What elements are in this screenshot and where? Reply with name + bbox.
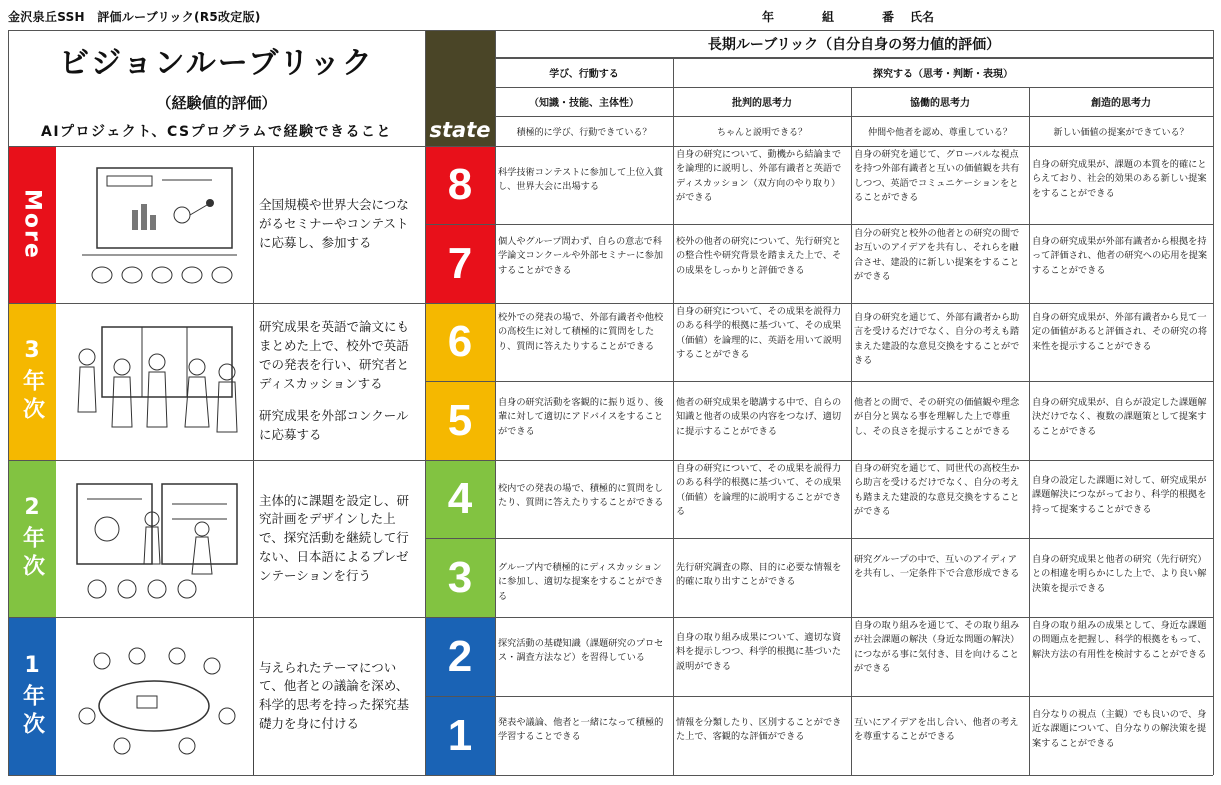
rubric-cell: 研究グループの中で、互いのアイディアを共有し、一定条件下で合意形成できる	[854, 554, 1020, 580]
rubric-cell: 科学技術コンテストに参加して上位入賞し、世界大会に出場する	[498, 167, 664, 193]
illustration-discussion	[56, 303, 254, 460]
illustration-presentation-screen	[56, 146, 254, 303]
band-label-2nd-year: 2年次	[8, 460, 56, 617]
state-number-8: 8	[425, 146, 495, 224]
grid-line	[495, 58, 1213, 59]
grid-line	[425, 224, 1213, 225]
vision-description: 与えられたテーマについて、他者との議論を深め、科学的思考を持った探究基礎力を身に付ける	[259, 659, 410, 731]
vision-description: 全国規模や世界大会につながるセミナーやコンテストに応募し、参加する	[259, 197, 409, 250]
band-label-1st-year: 1年次	[8, 617, 56, 775]
grid-line	[425, 381, 1213, 382]
grid-line	[851, 87, 852, 775]
vision-text-1st-year	[255, 617, 425, 775]
rubric-cell: 自身の取り組み成果について、適切な資料を提示しつつ、科学的根拠に基づいた説明ができる	[676, 632, 842, 672]
grid-line	[8, 775, 1213, 776]
rubric-cell: 自身の研究活動を客観的に振り返り、後輩に対して適切にアドバイスをすることができる	[498, 397, 664, 437]
rubric-cell: 自身の研究について、動機から結論までを論理的に説明し、外部有識者と英語でディスカッション（双方向のやり取り）ができる	[676, 149, 842, 203]
name-label: 氏名	[910, 10, 935, 24]
grid-line	[8, 460, 1213, 461]
rubric-cell: 自身の研究を通じて、グローバルな視点を持つ外部有識者と互いの価値観を共有しつつ、英語でコミュニケーションをとることができる	[854, 149, 1020, 203]
state-number-3: 3	[425, 539, 495, 617]
rubric-cell: 自身の研究成果が、課題の本質を的確にとらえており、社会的効果のある新しい提案をすることができる	[1032, 159, 1207, 199]
column-header-knowledge: （知識・技能、主体性）	[529, 98, 639, 109]
rubric-cell: 互いにアイデアを出し合い、他者の考えを尊重することができる	[854, 717, 1019, 743]
grid-line	[8, 303, 1213, 304]
grid-line	[425, 538, 1213, 539]
column-header-critical: 批判的思考力	[732, 98, 792, 109]
rubric-cell: 他者の研究成果を聴講する中で、自らの知識と他者の成果の内容をつなげ、適切に提示することができる	[676, 397, 842, 437]
rubric-cell: 自身の研究について、その成果を説得力のある科学的根拠に基づいて、その成果（価値）を論理的に説明することができる	[676, 463, 842, 517]
state-number-6: 6	[425, 303, 495, 381]
column-question-critical: ちゃんと説明できる？	[716, 127, 807, 138]
grid-line	[425, 30, 426, 775]
rubric-cell: 他者との間で、その研究の価値観や理念が自分と異なる事を理解した上で尊重し、その良さを提示することができる	[854, 397, 1020, 437]
long-term-rubric-title: 長期ルーブリック（自分自身の努力値的評価）	[495, 30, 1213, 58]
grid-line	[8, 30, 9, 775]
column-header-collaborative: 協働的思考力	[910, 98, 970, 109]
rubric-cell: 自身の研究について、その成果を説得力のある科学的根拠に基づいて、その成果（価値）を論理的に、英語を用いて説明することができる	[676, 306, 842, 360]
rubric-cell: 情報を分類したり、区別することができた上で、客観的な評価ができる	[676, 717, 842, 743]
rubric-cell: 自身の研究成果が、外部有識者から見て一定の価値があると評価され、その研究の将来性を提示することができる	[1032, 312, 1208, 352]
rubric-cell: 探究活動の基礎知識（課題研究のプロセス・調査方法など）を習得している	[498, 638, 664, 664]
state-number-7: 7	[425, 225, 495, 303]
grid-line	[8, 617, 1213, 618]
rubric-cell: 自分の研究と校外の他者との研究の間でお互いのアイデアを共有し、それらを融合させ、建設的に新しい提案をすることができる	[854, 228, 1020, 282]
state-header: state	[425, 30, 495, 146]
group-inquiry: 探究する（思考・判断・表現）	[873, 69, 1013, 80]
state-number-4: 4	[425, 460, 495, 538]
rubric-cell: 自身の研究を通じて、外部有識者から助言を受けるだけでなく、自分の考えも踏まえた建設的な意見交換をすることができる	[854, 312, 1020, 366]
column-question-creative: 新しい価値の提案ができている？	[1053, 127, 1189, 138]
grid-line	[495, 87, 1213, 88]
rubric-cell: 自分なりの視点（主観）でも良いので、身近な課題について、自分なりの解決策を提案することができる	[1032, 709, 1207, 749]
band-label-more: More	[8, 146, 56, 303]
rubric-cell: 自身の研究成果が、自らが設定した課題解決だけでなく、複数の課題策として提案することができる	[1032, 397, 1207, 437]
rubric-cell: 自身の設定した課題に対して、研究成果が課題解決につながっており、科学的根拠を持って提案することができる	[1032, 475, 1207, 515]
year-label: 年	[762, 10, 775, 24]
rubric-cell: 校外での発表の場で、外部有識者や他校の高校生に対して積極的に質問をしたり、質問に答えたりすることができる	[498, 312, 664, 352]
group-learn-act: 学び、行動する	[549, 69, 619, 80]
rubric-cell: 先行研究調査の際、目的に必要な情報を的確に取り出すことができる	[676, 562, 842, 588]
rubric-cell: 自身の取り組みの成果として、身近な課題の問題点を把握し、科学的根拠をもって、解決方法の有用性を検討することができる	[1032, 620, 1207, 660]
vision-text-2nd-year	[255, 460, 425, 617]
vision-rubric-note: AIプロジェクト、CSプログラムで経験できること	[41, 124, 392, 140]
grid-line	[8, 146, 1213, 147]
grid-line	[8, 30, 1213, 31]
vision-rubric-subtitle: （経験値的評価）	[156, 93, 277, 112]
rubric-cell: 自身の研究成果と他者の研究（先行研究）との相違を明らかにした上で、より良い解決策を提示できる	[1032, 554, 1207, 594]
column-question-knowledge: 積極的に学び、行動できている？	[516, 127, 652, 138]
grid-line	[673, 58, 674, 775]
rubric-cell: 個人やグループ問わず、自らの意志で科学論文コンクールや外部セミナーに参加することができる	[498, 236, 664, 276]
grid-line	[495, 116, 1213, 117]
grid-line	[495, 30, 496, 775]
rubric-cell: 発表や議論、他者と一緒になって積極的学習することできる	[498, 717, 664, 743]
state-number-1: 1	[425, 696, 495, 775]
rubric-cell: 校外の他者の研究について、先行研究との整合性や研究背景を踏まえた上で、その成果をしっかりと評価できる	[676, 236, 842, 276]
vision-description: 主体的に課題を設定し、研究計画をデザインした上で、探究活動を継続して行ない、日本語によるプレゼンテーションを行う	[259, 492, 410, 583]
class-label: 組	[822, 10, 835, 24]
column-question-collaborative: 仲間や他者を認め、尊重している？	[868, 127, 1012, 138]
state-number-5: 5	[425, 382, 495, 460]
band-label-3rd-year: 3年次	[8, 303, 56, 460]
grid-line	[1213, 30, 1214, 775]
poster-presentation-icon	[62, 474, 247, 604]
rubric-cell: 校内での発表の場で、積極的に質問をしたり、質問に答えたりすることができる	[498, 483, 664, 509]
number-label: 番	[882, 10, 895, 24]
people-discussion-icon	[62, 317, 247, 447]
illustration-group-discussion	[56, 617, 254, 775]
grid-line	[425, 696, 1213, 697]
vision-description: 研究成果を英語で論文にもまとめた上で、校外で英語での発表を行い、研究者とディスカッションする	[259, 319, 410, 391]
rubric-cell: 自身の研究成果が外部有識者から根拠を持って評価され、他者の研究への応用を提案することができる	[1032, 236, 1208, 276]
vision-description-2: 研究成果を外部コンクールに応募する	[259, 408, 409, 442]
rubric-cell: 自身の取り組みを通じて、その取り組みが社会課題の解決（身近な問題の解決）につながる事に気付き、目を向けることができる	[854, 620, 1020, 674]
vision-text-3rd-year	[255, 303, 425, 460]
rubric-cell: グループ内で積極的にディスカッションに参加し、適切な提案をすることができる	[498, 562, 664, 602]
column-header-creative: 創造的思考力	[1091, 98, 1151, 109]
vision-text-more	[255, 146, 425, 303]
presentation-screen-icon	[62, 160, 247, 290]
illustration-poster-presentation	[56, 460, 254, 617]
vision-rubric-title: ビジョンルーブリック	[59, 46, 374, 81]
rubric-cell: 自身の研究を通じて、同世代の高校生から助言を受けるだけでなく、自分の考えも踏まえた建設的な意見交換をすることができる	[854, 463, 1020, 517]
state-number-2: 2	[425, 617, 495, 696]
grid-line	[1029, 87, 1030, 775]
group-table-discussion-icon	[62, 631, 247, 761]
document-title: 金沢泉丘SSH 評価ルーブリック(R5改定版)	[8, 10, 261, 24]
